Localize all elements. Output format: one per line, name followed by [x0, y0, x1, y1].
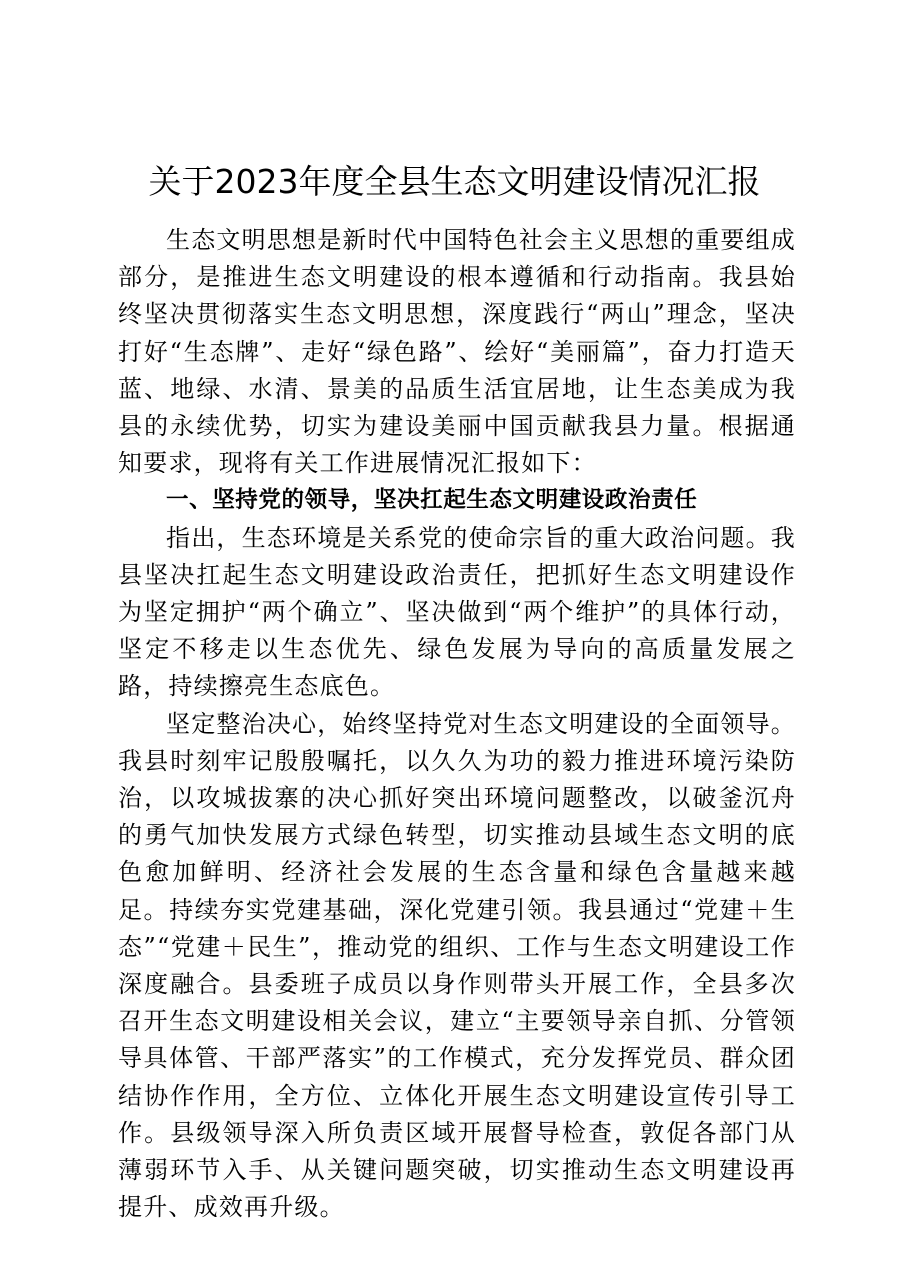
document-title: 关于2023年度全县生态文明建设情况汇报	[148, 162, 761, 201]
intro-paragraph: 生态文明思想是新时代中国特色社会主义思想的重要组成部分，是推进生态文明建设的根本遵循和行动指南。我县始终坚决贯彻落实生态文明思想，深度践行“两山”理念，坚决打好“生态牌”、走好“绿色路”、绘好“美丽篇”，奋力打造天蓝、地绿、水清、景美的品质生活宜居地，让生态美成为我县的永续优势，切实为建设美丽中国贡献我县力量。根据通知要求，现将有关工作进展情况汇报如下：	[118, 226, 796, 478]
section1-paragraph-1: 指出，生态环境是关系党的使命宗旨的重大政治问题。我县坚决扛起生态文明建设政治责任，把抓好生态文明建设作为坚定拥护“两个确立”、坚决做到“两个维护”的具体行动，坚定不移走以生态优先、绿色发展为导向的高质量发展之路，持续擦亮生态底色。	[118, 523, 796, 701]
section-heading-1: 一、坚持党的领导，坚决扛起生态文明建设政治责任	[166, 487, 698, 514]
document-body	[118, 222, 796, 1226]
section1-paragraph-2: 坚定整治决心，始终坚持党对生态文明建设的全面领导。我县时刻牢记殷殷嘱托，以久久为功的毅力推进环境污染防治，以攻城拔寨的决心抓好突出环境问题整改，以破釜沉舟的勇气加快发展方式绿色转型，切实推动县域生态文明的底色愈加鲜明、经济社会发展的生态含量和绿色含量越来越足。持续夯实党建基础，深化党建引领。我县通过“党建＋生态”“党建＋民生”，推动党的组织、工作与生态文明建设工作深度融合。县委班子成员以身作则带头开展工作，全县多次召开生态文明建设相关会议，建立“主要领导亲自抓、分管领导具体管、干部严落实”的工作模式，充分发挥党员、群众团结协作作用，全方位、立体化开展生态文明建设宣传引导工作。县级领导深入所负责区域开展督导检查，敦促各部门从薄弱环节入手、从关键问题突破，切实推动生态文明建设再提升、成效再升级。	[118, 709, 796, 1222]
